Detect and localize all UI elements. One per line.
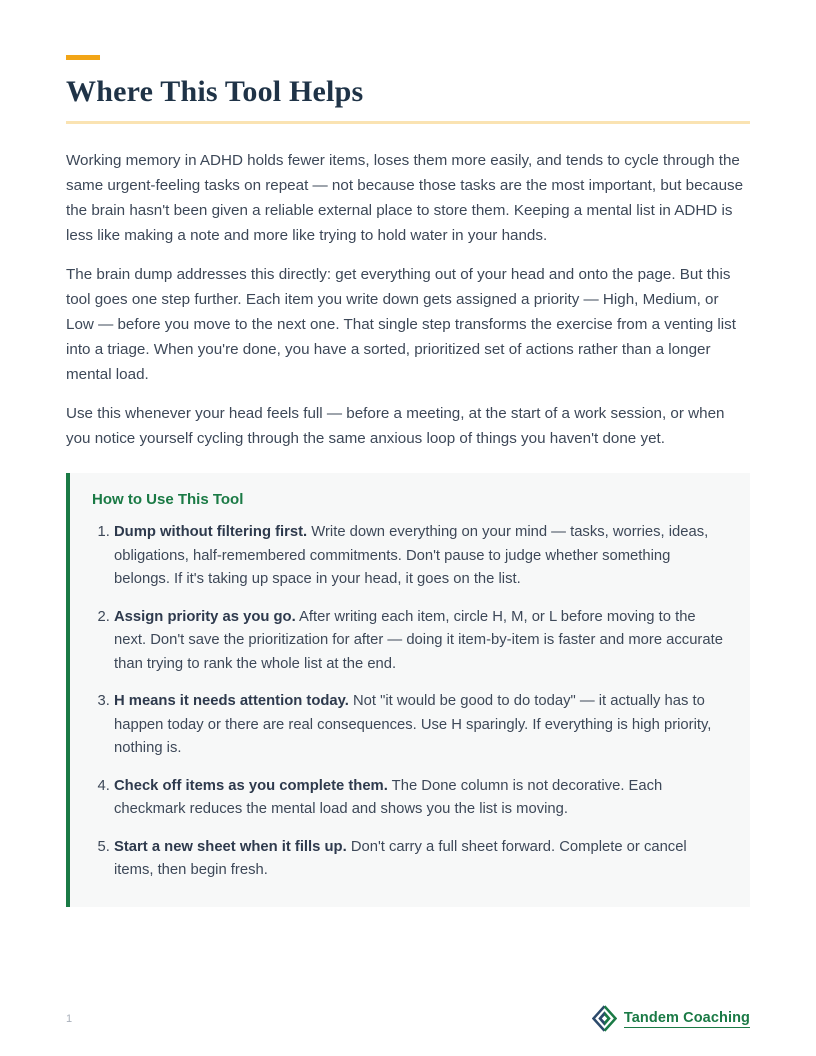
list-item <box>114 606 724 677</box>
callout-title: How to Use This Tool <box>92 491 244 508</box>
intro-paragraph-2: The brain dump addresses this directly: get everything out of your head and onto the page. But this tool goes one step further. Each item you write down gets assigned a priority — High, Medium, or Low — before you move to the next one. That single step transforms the exercise from a venting list into a triage. When you're done, you have a sorted, prioritized set of actions rather than a longer mental load. <box>66 266 736 383</box>
intro-paragraph-1: Working memory in ADHD holds fewer items, loses them more easily, and tends to cycle through the same urgent-feeling tasks on repeat — not because those tasks are the most important, but because the brain hasn't been given a reliable external place to store them. Keeping a mental list in ADHD is less like making a note and more like trying to hold water in your hands. <box>66 152 744 244</box>
list-item-text: Not "it would be good to do today" — it actually has to happen today or there are real consequences. Use H sparingly. If everything is high priority, nothing is. <box>114 693 712 756</box>
list-item-text: Write down everything on your mind — tasks, worries, ideas, obligations, half-remembered commitments. Don't pause to judge whether something belongs. If it's taking up space in your head, it goes on the list. <box>114 524 709 587</box>
intro-paragraph-3: Use this whenever your head feels full — before a meeting, at the start of a work session, or when you notice yourself cycling through the same anxious loop of things you haven't done yet. <box>66 405 725 447</box>
list-item <box>114 690 724 761</box>
brand-name: Tandem Coaching <box>623 1009 750 1026</box>
accent-kicker-bar <box>66 55 100 60</box>
instruction-list <box>92 521 724 883</box>
list-item <box>114 521 724 592</box>
list-item-text: The Done column is not decorative. Each checkmark reduces the mental load and shows you the list is moving. <box>114 777 663 817</box>
page-number: 1 <box>66 1012 73 1025</box>
page-footer <box>66 1005 750 1032</box>
list-item-lead: Dump without filtering first. <box>114 524 308 540</box>
brand-lockup[interactable] <box>592 1005 750 1032</box>
list-item <box>114 836 724 883</box>
list-item-text: Don't carry a full sheet forward. Complete or cancel items, then begin fresh. <box>114 838 687 878</box>
how-to-use-callout <box>66 473 750 907</box>
list-item-lead: H means it needs attention today. <box>114 693 349 709</box>
list-item-lead: Assign priority as you go. <box>114 608 296 625</box>
page-title: Where This Tool Helps <box>66 74 750 124</box>
list-item-lead: Check off items as you complete them. <box>114 777 388 794</box>
list-item-text: After writing each item, circle H, M, or L before moving to the next. Don't save the prioritization for after — doing it item-by-item is faster and more accurate than trying to rank the whole list at the end. <box>114 608 723 672</box>
list-item-lead: Start a new sheet when it fills up. <box>114 838 347 855</box>
tandem-diamond-icon <box>592 1005 617 1032</box>
list-item <box>114 775 724 822</box>
